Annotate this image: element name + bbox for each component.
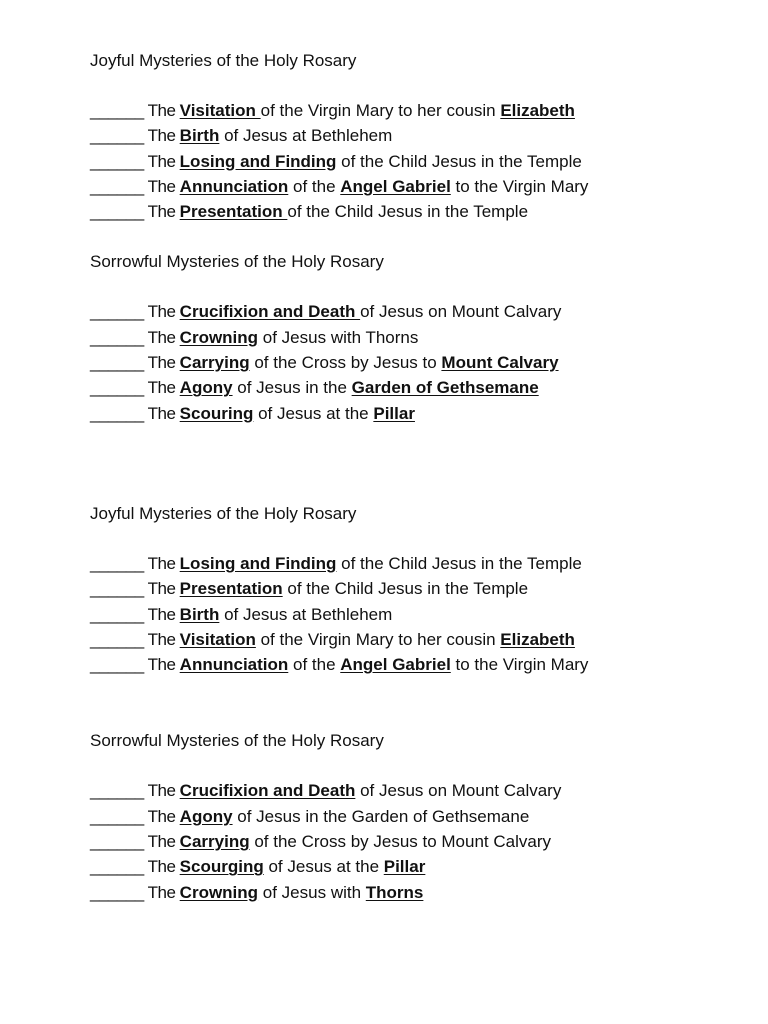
list-item: ______ The Agony of Jesus in the Garden of Gethsemane [90, 378, 539, 398]
section-sorrowful-2 [90, 728, 750, 904]
list-item: ______ The Scouring of Jesus at the Pillar [90, 403, 415, 423]
answer-blank: ______ The [90, 353, 180, 373]
section-heading: Joyful Mysteries of the Holy Rosary [90, 51, 357, 70]
list-item: ______ The Carrying of the Cross by Jesus to Mount Calvary [90, 353, 559, 373]
answer-blank: ______ The [90, 302, 180, 322]
answer-blank: ______ The [90, 604, 180, 624]
list-item: ______ The Crowning of Jesus with Thorns [90, 882, 424, 902]
answer-blank: ______ The [90, 629, 180, 649]
list-item: ______ The Annunciation of the Angel Gabriel to the Virgin Mary [90, 176, 589, 196]
section-sorrowful-1 [90, 249, 750, 425]
section-joyful-1 [90, 48, 750, 224]
answer-blank: ______ The [90, 832, 180, 852]
answer-blank: ______ The [90, 857, 180, 877]
answer-blank: ______ The [90, 151, 180, 171]
answer-blank: ______ The [90, 579, 180, 599]
list-item: ______ The Presentation of the Child Jesus in the Temple [90, 579, 529, 599]
list-item: ______ The Losing and Finding of the Child Jesus in the Temple [90, 553, 582, 573]
section-heading: Sorrowful Mysteries of the Holy Rosary [90, 252, 384, 272]
list-item: ______ The Carrying of the Cross by Jesus to Mount Calvary [90, 832, 551, 852]
list-item: ______ The Crucifixion and Death of Jesus on Mount Calvary [90, 302, 562, 322]
list-item: ______ The Annunciation of the Angel Gabriel to the Virgin Mary [90, 655, 589, 675]
list-item: ______ The Visitation of the Virgin Mary to her cousin Elizabeth [90, 101, 575, 120]
answer-blank: ______ The [90, 882, 180, 902]
answer-blank: ______ The [90, 806, 180, 826]
answer-blank: ______ The [90, 403, 180, 423]
section-heading: Sorrowful Mysteries of the Holy Rosary [90, 731, 384, 751]
list-item: ______ The Losing and Finding of the Child Jesus in the Temple [90, 151, 582, 171]
answer-blank: ______ The [90, 378, 180, 398]
list-item: ______ The Agony of Jesus in the Garden of Gethsemane [90, 806, 530, 826]
list-item: ______ The Crucifixion and Death of Jesus on Mount Calvary [90, 781, 562, 801]
answer-blank: ______ The [90, 327, 180, 347]
answer-blank: ______ The [90, 553, 180, 573]
section-heading: Joyful Mysteries of the Holy Rosary [90, 503, 357, 523]
answer-blank: ______ The [90, 126, 180, 146]
answer-blank: ______ The [90, 781, 180, 801]
answer-blank: ______ The [90, 655, 180, 675]
answer-blank: ______ The [90, 202, 180, 222]
list-item: ______ The Scourging of Jesus at the Pillar [90, 857, 426, 877]
worksheet-page [90, 48, 750, 905]
list-item: ______ The Birth of Jesus at Bethlehem [90, 604, 393, 624]
answer-blank: ______ The [90, 101, 180, 120]
section-joyful-2 [90, 501, 750, 677]
list-item: ______ The Crowning of Jesus with Thorns [90, 327, 419, 347]
list-item: ______ The Presentation of the Child Jesus in the Temple [90, 202, 529, 222]
list-item: ______ The Birth of Jesus at Bethlehem [90, 126, 393, 146]
list-item: ______ The Visitation of the Virgin Mary to her cousin Elizabeth [90, 629, 575, 649]
answer-blank: ______ The [90, 176, 180, 196]
